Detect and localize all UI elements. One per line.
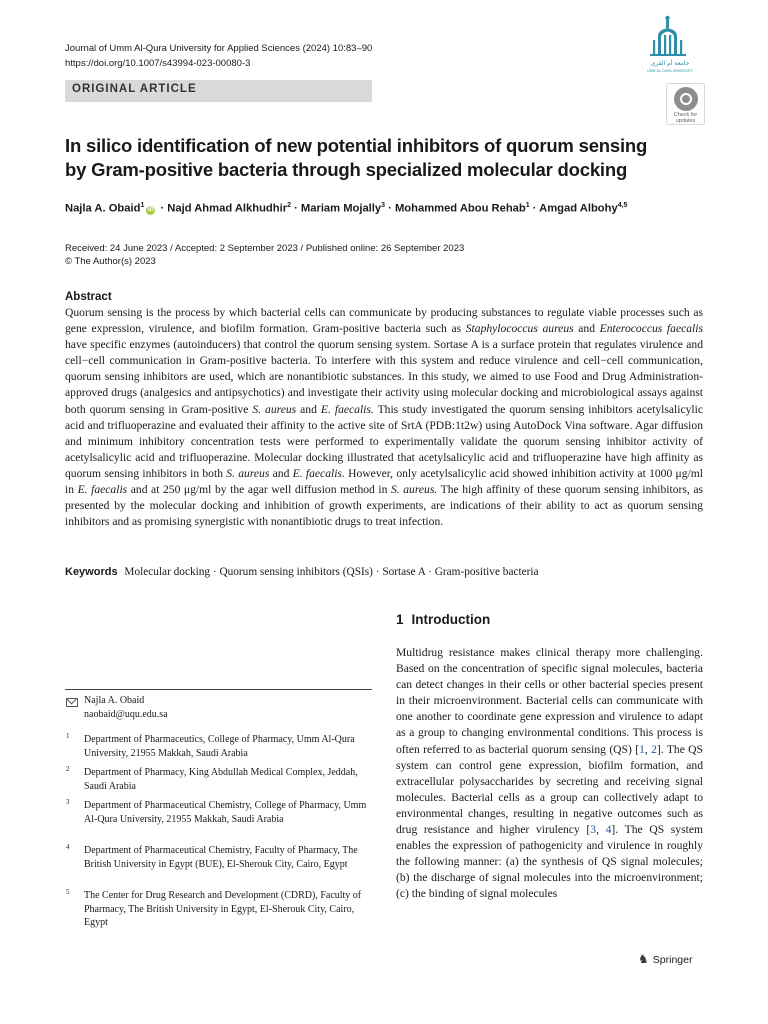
affiliation-text: The Center for Drug Research and Development (CDRD), Faculty of Pharmacy, The British University in Egypt, El-Sherouk City, Cairo, Egypt <box>84 890 362 929</box>
text-run: and <box>573 322 600 336</box>
text-run: and <box>269 466 293 480</box>
check-for-updates-badge[interactable]: Check for updates <box>666 83 705 125</box>
text-run: , <box>596 823 606 837</box>
text-run: ]. The QS system can control gene expression, biofilm formation, and extracellular polysaccharides by secreting and receiving signal molecules. Bacterial cells as a group can collectively adapt to environmental changes, resulting in negative outcomes such as drug resistance and higher virulency [ <box>396 742 704 837</box>
affiliation-number: 1 <box>66 732 70 740</box>
affiliation-marker: 4,5 <box>617 202 628 209</box>
italic-term: Enterococcus faecalis <box>599 322 703 336</box>
affiliation-text: Department of Pharmaceutical Chemistry, Faculty of Pharmacy, The British University in Egypt (BUE), El-Sherouk City, Cairo, Egypt <box>84 845 358 870</box>
article-title: In silico identification of new potential inhibitors of quorum sensing by Gram-positive bacteria through specialized molecular docking <box>65 135 648 180</box>
publisher-mark <box>638 952 692 966</box>
italic-term: Staphylococcus aureus <box>465 322 574 336</box>
affiliation-number: 5 <box>66 888 70 896</box>
author-name[interactable]: Amgad Albohy <box>539 202 618 215</box>
italic-term: S. aureus <box>226 466 270 480</box>
affiliation-number: 4 <box>66 843 70 851</box>
italic-term: S. aureus. <box>390 483 438 497</box>
corresponding-author-email[interactable]: naobaid@uqu.edu.sa <box>84 709 168 720</box>
copyright: © The Author(s) 2023 <box>65 256 156 267</box>
publication-dates <box>65 242 464 268</box>
keywords-label: Keywords <box>65 566 118 578</box>
text-run: Multidrug resistance makes clinical therapy more challenging. Based on the concentration of specific signal molecules, bacteria can detect changes in their cells or other bacterial species present in their microenvironment. Bacterial cells can communicate with one another to coordinate gene expression and virulence to adapt as a group to changing environmental conditions. This process is often referred to as bacterial quorum sensing (QS) [ <box>396 646 703 756</box>
corresponding-author-name: Najla A. Obaid <box>84 695 145 706</box>
section-heading-introduction <box>396 612 490 627</box>
text-run: have specific enzymes (autoinducers) that control the quorum sensing system. Sortase A is a surface protein that regulates virulence and cell−cell communication in Gram-positive bacteria. To interfere with this system and reduce virulence and cell−cell communication, quorum sensing inhibitors are used, which are nonantibiotic substances. In this study, we aimed to use Food and Drug Administration-approved drugs (analgesics and antipsychotics) and investigate their activity using molecular docking and microbiological assays against both quorum sensing in Gram-positive <box>65 338 703 416</box>
citation-link[interactable]: 2 <box>651 742 657 756</box>
history-dates: Received: 24 June 2023 / Accepted: 2 September 2023 / Published online: 26 September 2023 <box>65 243 465 254</box>
citation-link[interactable]: 4 <box>605 823 612 837</box>
italic-term: E. faecalis. <box>292 466 345 480</box>
abstract-body <box>65 305 703 530</box>
italic-term: E. faecalis. <box>320 402 374 416</box>
affiliation-text: Department of Pharmacy, King Abdullah Medical Complex, Jeddah, Saudi Arabia <box>84 767 358 792</box>
citation-link[interactable]: 1 <box>639 742 645 756</box>
article-type-banner <box>65 80 372 102</box>
introduction-body <box>396 645 703 903</box>
italic-term: S. aureus <box>252 402 297 416</box>
springer-horse-icon: ♞ <box>638 952 649 966</box>
author-name[interactable]: Mariam Mojally <box>300 202 382 215</box>
affiliation-marker: 1 <box>525 202 530 209</box>
affiliation-text: Department of Pharmaceutics, College of Pharmacy, Umm Al-Qura University, 21955 Makkah, Saudi Arabia <box>84 734 355 759</box>
journal-citation: Journal of Umm Al-Qura University for Applied Sciences (2024) 10:83–90 <box>65 43 373 54</box>
text-run: ]. The QS system enables the expression of pathogenicity and virulence in roughly the following manner: (a) the synthesis of QS signal molecules; (b) the discharge of signal molecules into the microenvironment; (c) the binding of signal molecules <box>396 823 704 901</box>
author-name[interactable]: Najla A. Obaid <box>65 202 141 215</box>
affiliation-marker: 2 <box>287 202 291 209</box>
author-list <box>65 202 715 215</box>
section-number: 1 <box>396 612 404 627</box>
article-type-label: ORIGINAL ARTICLE <box>72 83 197 95</box>
author-name[interactable]: Mohammed Abou Rehab <box>394 202 526 215</box>
umm-al-qura-university-logo <box>636 14 704 76</box>
abstract-heading: Abstract <box>65 291 112 303</box>
keywords <box>65 566 703 578</box>
publisher-name: Springer <box>652 954 693 966</box>
author-separator: · <box>529 202 540 215</box>
text-run: The high affinity of these quorum sensing inhibitors, as presented by the molecular docking and inhibition of growth experiments, are indications of their ability to act as quorum sensing inhibitors and as promising synergistic with nonantibiotic drugs to treat infection. <box>65 483 703 529</box>
text-run: This study investigated the quorum sensing inhibitors acetylsalicylic acid and trifluoperazine and evaluated their affinity to the active site of SrtA (PDB:1t2w) using AutoDock Vina software. Agar diffusion and minimum inhibitory concentration tests were performed to experimentally validate the quorum sensing inhibitor activity of acetylsalicylic acid and trifluoperazine. Molecular docking illustrated that acetylsalicylic acid and trifluoperazine have high affinity as quorum sensing inhibitors in both <box>65 402 703 480</box>
citation-link[interactable]: 3 <box>590 823 597 837</box>
footnote-rule <box>65 689 372 690</box>
orcid-icon[interactable]: iD <box>147 206 154 213</box>
svg-text:جامعة أم القرى: جامعة أم القرى <box>650 60 690 67</box>
affiliation-marker: 1 <box>140 202 145 209</box>
author-separator: · <box>290 202 301 215</box>
author-name[interactable]: Najd Ahmad Alkhudhir <box>167 202 288 215</box>
journal-header <box>65 41 372 71</box>
check-updates-icon <box>674 87 698 111</box>
author-separator: · <box>157 202 168 215</box>
text-run: and at 250 μg/ml by the agar well diffusion method in <box>127 483 391 497</box>
affiliation-number: 3 <box>66 798 70 806</box>
text-run: However, only acetylsalicylic acid showed inhibition activity at 1000 μg/ml in <box>65 466 703 497</box>
text-run: , <box>644 742 652 756</box>
text-run: Quorum sensing is the process by which bacterial cells can communicate by producing substances to regulate viable processes such as gene expression, virulence, and biofilm formation. Gram-positive bacteria such as <box>65 306 703 336</box>
affiliation-number: 2 <box>66 765 70 773</box>
doi-link[interactable]: https://doi.org/10.1007/s43994-023-00080-3 <box>65 58 251 69</box>
svg-text:UMM AL-QURA UNIVERSITY: UMM AL-QURA UNIVERSITY <box>647 69 693 73</box>
envelope-icon <box>66 698 78 707</box>
affiliation-text: Department of Pharmaceutical Chemistry, College of Pharmacy, Umm Al-Qura University, 21955 Makkah, Saudi Arabia <box>84 800 367 825</box>
author-separator: · <box>385 202 395 215</box>
italic-term: E. faecalis <box>77 483 128 497</box>
text-run: and <box>296 402 321 416</box>
affiliation-marker: 3 <box>381 202 386 209</box>
keywords-list: Molecular docking · Quorum sensing inhibitors (QSIs) · Sortase A · Gram-positive bacteria <box>124 566 539 578</box>
section-title: Introduction <box>411 612 491 627</box>
